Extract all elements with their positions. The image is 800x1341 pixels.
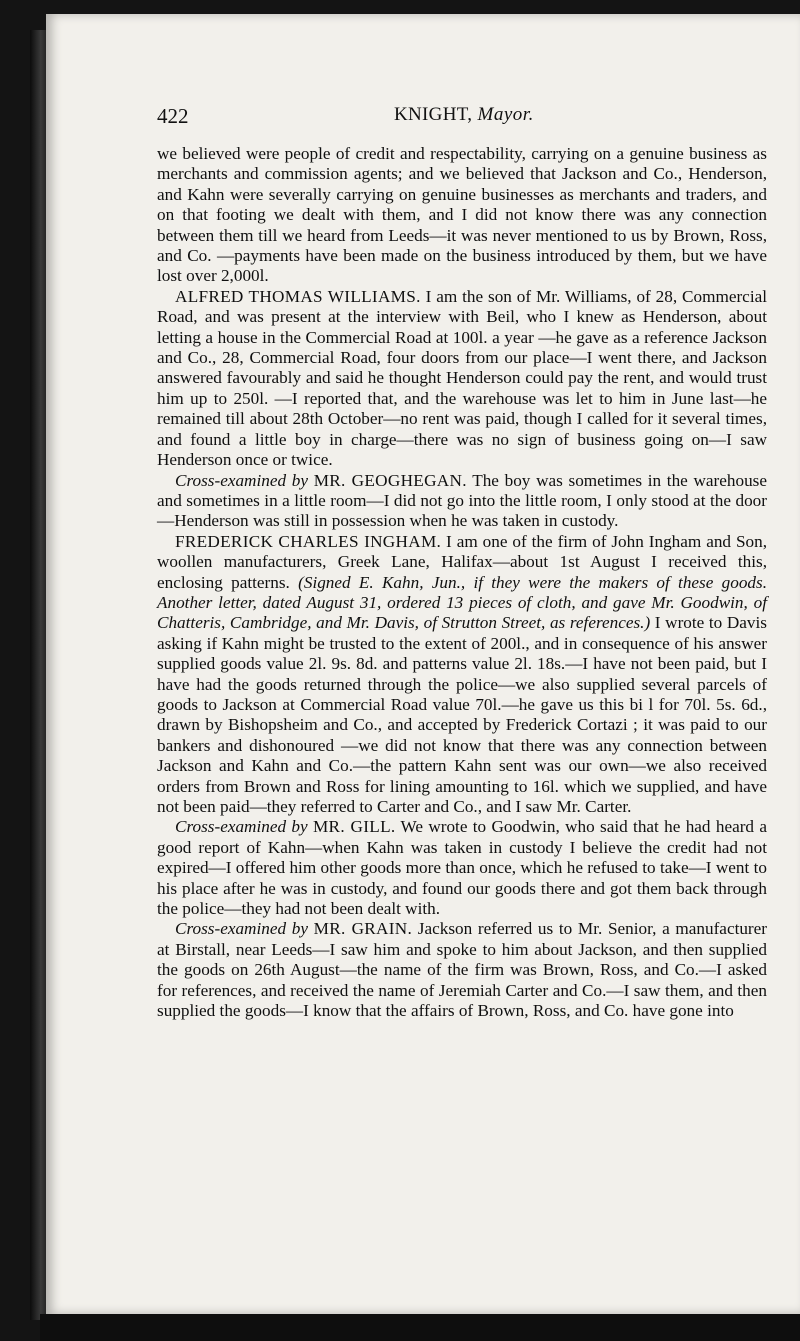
running-head [394,104,534,126]
paragraph-williams [157,287,767,471]
witness-name: ALFRED THOMAS WILLIAMS. [175,286,421,306]
counsel-name: MR. GRAIN. [313,919,413,939]
cross-examined-label: Cross-examined by [175,817,308,837]
page-number: 422 [157,104,189,128]
testimony-text: We wrote to Goodwin, who said that he had heard a good report of Kahn—when Kahn was taken in custody I believe the credit had not expired—I offered him other goods more than once, which he refused to take—I went to his place after he was in custody, and found our goods there and got them back through the police—they had not been dealt with. [157,817,767,919]
running-head-name: KNIGHT, [394,104,473,125]
cross-examined-label: Cross-examined by [175,470,308,490]
testimony-text: Jackson referred us to Mr. Senior, a manufacturer at Birstall, near Leeds—I saw him and spoke to him about Jackson, and then supplied the goods on 26th August—the name of the firm was Brown, Ross, and Co.—I asked for references, and received the name of Jeremiah Carter and Co.—I saw them, and then supplied the goods—I know that the affairs of Brown, Ross, and Co. have gone into [157,919,768,1021]
paragraph-cross-geoghegan [157,471,767,532]
bottom-scan-edge [40,1314,800,1341]
running-head-title: Mayor. [477,104,534,125]
testimony-text: I am the son of Mr. Williams, of 28, Commercial Road, and was present at the interview with Beil, who I knew as Henderson, about letting a house in the Commercial Road at 100l. a year —he gave as a reference Jackson and Co., 28, Commercial Road, four doors from our place—I went there, and Jackson answered favourably and said he thought Henderson could pay the rent, and would trust him up to 250l. —I reported that, and the warehouse was let to him in June last—he remained till about 28th October—no rent was paid, though I called for it several times, and found a little boy in charge—there was no sign of business going on—I saw Henderson once or twice. [157,286,767,470]
counsel-name: MR. GILL. [312,817,396,837]
italic-note: (Signed E. Kahn, Jun., if they were the makers of these goods. Another letter, dated August 31, ordered 13 pieces of cloth, and gave Mr. Goodwin, of Chatteris, Cambridge, and Mr. Davis, of Strutton Street, as references.) [157,572,767,633]
page-body [157,144,767,1244]
counsel-name: MR. GEOGHEGAN. [313,470,467,490]
testimony-text: I wrote to Davis asking if Kahn might be trusted to the extent of 200l., and in consequence of his answer supplied goods value 2l. 9s. 8d. and patterns value 2l. 18s.—I have not been paid, but I have had the goods returned through the police—we also supplied several parcels of goods to Jackson at Commercial Road value 70l.—he gave us this bi l for 70l. 5s. 6d., drawn by Bishopsheim and Co., and accepted by Frederick Cortazi ; it was paid to our bankers and dishonoured —we did not know that there was any connection between Jackson and Kahn and Co.—the pattern Kahn sent was our own—we also received orders from Brown and Ross for lining amounting to 16l. which we supplied, and have not been paid—they referred to Carter and Co., and I saw Mr. Carter. [157,613,767,816]
witness-name: FREDERICK CHARLES INGHAM. [175,531,442,551]
testimony-text: The boy was sometimes in the warehouse and sometimes in a little room—I did not go into the little room, I only stood at the door—Henderson was still in possession when he was taken in custody. [157,470,767,531]
paragraph-ingham [157,532,767,818]
paragraph-continued: we believed were people of credit and respectability, carrying on a genuine business as merchants and commission agents; and we believed that Jackson and Co., Henderson, and Kahn were severally carrying on genuine businesses as merchants and traders, and on that footing we dealt with them, and I did not know there was any connection between them till we heard from Leeds—it was never mentioned to us by Brown, Ross, and Co. —payments have been made on the business introduced by them, but we have lost over 2,000l. [157,144,767,286]
page-header [157,104,767,134]
paragraph-cross-grain [157,919,767,1021]
paragraph-cross-gill [157,817,767,919]
testimony-text: I am one of the firm of John Ingham and Son, woollen manufacturers, Greek Lane, Halifax—about 1st August I received this, enclosing patterns. [157,531,767,592]
cross-examined-label: Cross-examined by [175,919,308,939]
